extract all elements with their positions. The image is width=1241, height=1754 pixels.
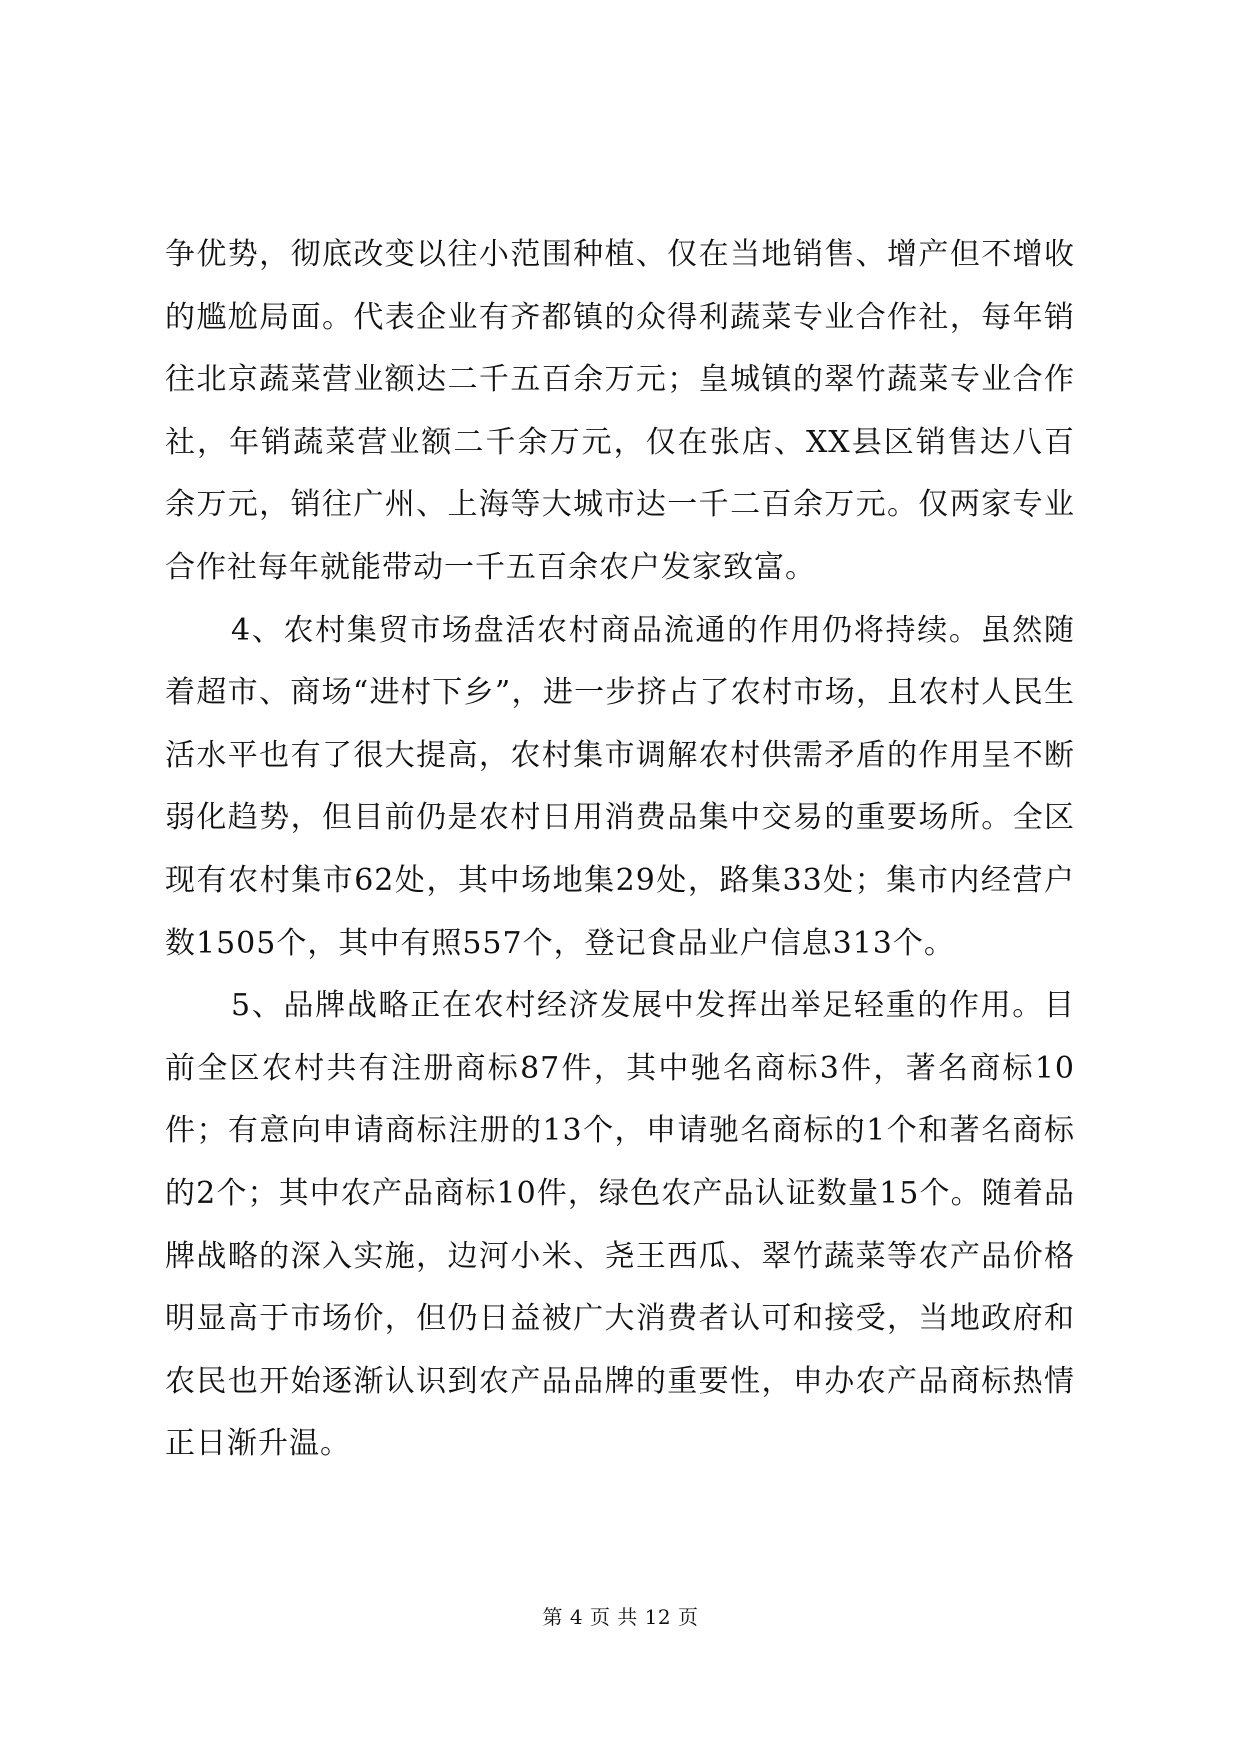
paragraph-item-5: 5、品牌战略正在农村经济发展中发挥出举足轻重的作用。目前全区农村共有注册商标87件，其中驰名商标3件，著名商标10件；有意向申请商标注册的13个，申请驰名商标的1个和著名商标的2个；其中农产品商标10件，绿色农产品认证数量15个。随着品牌战略的深入实施，边河小米、尧王西瓜、翠竹蔬菜等农产品价格明显高于市场价，但仍日益被广大消费者认可和接受，当地政府和农民也开始逐渐认识到农产品品牌的重要性，申办农产品商标热情正日渐升温。 bbox=[165, 988, 1075, 1462]
paragraph-item-4: 4、农村集贸市场盘活农村商品流通的作用仍将持续。虽然随着超市、商场“进村下乡”，进一步挤占了农村市场，且农村人民生活水平也有了很大提高，农村集市调解农村供需矛盾的作用呈不断弱化趋势，但目前仍是农村日用消费品集中交易的重要场所。全区现有农村集市62处，其中场地集29处，路集33处；集市内经营户数1505个，其中有照557个，登记食品业户信息313个。 bbox=[165, 612, 1075, 961]
document-body bbox=[165, 224, 1075, 1476]
paragraph-continuation: 争优势，彻底改变以往小范围种植、仅在当地销售、增产但不增收的尴尬局面。代表企业有齐都镇的众得利蔬菜专业合作社，每年销往北京蔬菜营业额达二千五百余万元；皇城镇的翠竹蔬菜专业合作社，年销蔬菜营业额二千余万元，仅在张店、XX县区销售达八百余万元，销往广州、上海等大城市达一千二百余万元。仅两家专业合作社每年就能带动一千五百余农户发家致富。 bbox=[165, 237, 1075, 585]
page-footer: 第 4 页 共 12 页 bbox=[542, 1605, 699, 1629]
